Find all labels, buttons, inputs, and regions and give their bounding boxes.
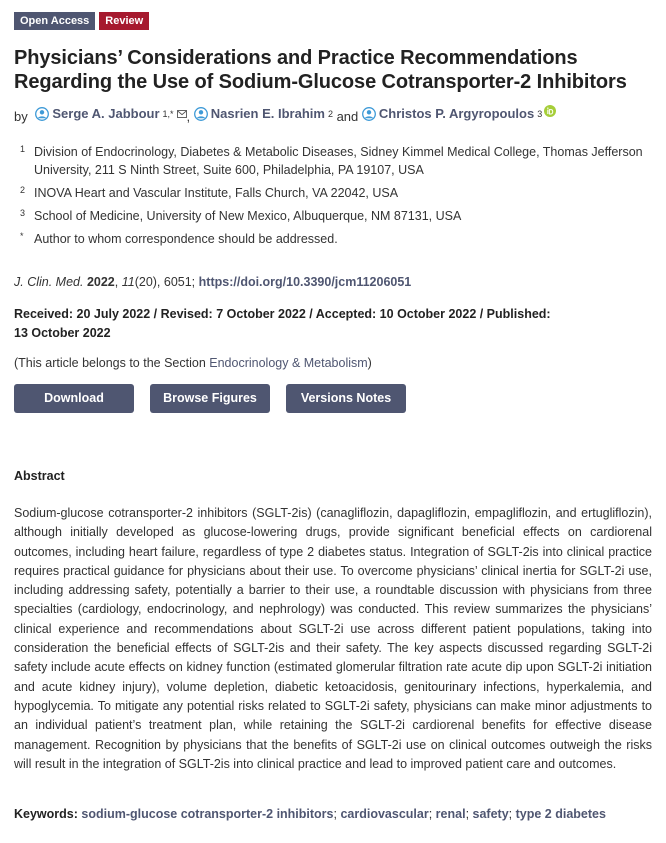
keywords bbox=[14, 807, 606, 821]
browse-figures-button[interactable]: Browse Figures bbox=[150, 384, 270, 413]
review-badge[interactable]: Review bbox=[99, 12, 149, 30]
affiliation-number: 1 bbox=[20, 144, 26, 154]
person-icon bbox=[362, 107, 376, 121]
download-button[interactable]: Download bbox=[14, 384, 134, 413]
affiliation-text: School of Medicine, University of New Mexico, Albuquerque, NM 87131, USA bbox=[34, 209, 462, 223]
citation bbox=[14, 275, 411, 289]
and-separator: and bbox=[336, 109, 359, 124]
keyword-separator: ; bbox=[508, 807, 516, 821]
journal-name: J. Clin. Med. bbox=[14, 275, 84, 289]
author-argyropoulos[interactable]: Christos P. Argyropoulos 3 bbox=[362, 104, 556, 124]
abstract-heading: Abstract bbox=[14, 469, 65, 483]
section-note-prefix: (This article belongs to the Section bbox=[14, 356, 210, 370]
keyword-separator: ; bbox=[465, 807, 473, 821]
keyword-separator: ; bbox=[428, 807, 436, 821]
citation-year: 2022 bbox=[86, 275, 115, 289]
section-note-suffix: ) bbox=[367, 356, 372, 370]
affiliation-item bbox=[20, 207, 650, 225]
orcid-icon[interactable] bbox=[544, 105, 556, 117]
affiliations bbox=[20, 143, 650, 253]
keyword-link[interactable]: renal bbox=[435, 807, 466, 821]
article-title: Physicians’ Considerations and Practice Recommendations Regarding the Use of Sodium-Glucose Cotransporter-2 Inhibitors bbox=[14, 47, 627, 93]
affiliation-text: Division of Endocrinology, Diabetes & Metabolic Diseases, Sidney Kimmel Medical College, Thomas Jefferson University, 211 S Ninth Street, Suite 600, Philadelphia, PA 19107, USA bbox=[34, 145, 643, 177]
author-name[interactable]: Christos P. Argyropoulos bbox=[378, 106, 535, 121]
affiliation-number: 2 bbox=[20, 185, 26, 195]
article-badges bbox=[14, 12, 149, 30]
affiliation-item bbox=[20, 184, 650, 202]
abstract-text: Sodium-glucose cotransporter-2 inhibitors (SGLT-2is) (canagliflozin, dapagliflozin, empagliflozin, and ertugliflozin), although initially developed as glucose-lowering drugs, provide significant beneficial effects on cardiorenal outcomes, including heart failure, regardless of type 2 diabetes status. Integration of SGLT-2is into clinical practice requires practical guidance for physicians about their use. To overcome physicians’ clinical inertia for SGLT-2i use, including addressing safety, potentially a barrier to their use, a roundtable discussion with physicians from three specialties (cardiology, endocrinology, and nephrology) was conducted. This review summarizes the physicians’ clinical experience and recommendations about SGLT-2i use across different patient populations, taking into consideration the beneficial effects of SGLT-2is and their safety. The key aspects discussed regarding SGLT-2i safety include acute effects on kidney function (estimated glomerular filtration rate acute dip upon SGLT-2i initiation and acute kidney injury), volume depletion, diabetic ketoacidosis, genitourinary infections, hyperkalemia, and hypoglycemia. To mitigate any potential risks related to SGLT-2i safety, physicians can make minor adjustments to an individual patient’s treatment plan, while retaining the SGLT-2i cardiorenal benefits for effective disease management. Recognition by physicians that the benefits of SGLT-2i use on clinical outcomes outweigh the risks will result in the integration of SGLT-2is into clinical practice and lead to improved patient care and outcomes. bbox=[14, 506, 652, 771]
comma-separator: , bbox=[114, 275, 122, 289]
citation-volume: 11 bbox=[121, 275, 135, 289]
open-access-badge[interactable]: Open Access bbox=[14, 12, 95, 30]
publication-dates: Received: 20 July 2022 / Revised: 7 October 2022 / Accepted: 10 October 2022 / Published: 13 October 2022 bbox=[14, 307, 551, 340]
action-buttons bbox=[14, 384, 406, 413]
section-note bbox=[14, 356, 372, 370]
versions-notes-button[interactable]: Versions Notes bbox=[286, 384, 406, 413]
affiliation-item bbox=[20, 230, 650, 248]
person-icon bbox=[35, 107, 49, 121]
affiliation-text: INOVA Heart and Vascular Institute, Falls Church, VA 22042, USA bbox=[34, 186, 399, 200]
person-icon bbox=[194, 107, 208, 121]
by-label: by bbox=[14, 109, 28, 124]
affiliation-item bbox=[20, 143, 650, 179]
keyword-link[interactable]: cardiovascular bbox=[340, 807, 429, 821]
affiliation-number: 3 bbox=[20, 208, 26, 218]
comma-separator: , bbox=[186, 109, 191, 124]
citation-issue-pages: (20), 6051; bbox=[134, 275, 196, 289]
author-jabbour[interactable]: Serge A. Jabbour 1,* bbox=[35, 104, 186, 124]
author-name[interactable]: Nasrien E. Ibrahim bbox=[210, 106, 325, 121]
author-name[interactable]: Serge A. Jabbour bbox=[52, 106, 160, 121]
keyword-link[interactable]: type 2 diabetes bbox=[515, 807, 606, 821]
author-ibrahim[interactable]: Nasrien E. Ibrahim 2 bbox=[194, 104, 333, 124]
affiliation-text: Author to whom correspondence should be addressed. bbox=[34, 232, 338, 246]
doi-link[interactable]: https://doi.org/10.3390/jcm11206051 bbox=[198, 275, 412, 289]
mail-icon[interactable] bbox=[177, 110, 187, 118]
section-link[interactable]: Endocrinology & Metabolism bbox=[209, 356, 368, 370]
keywords-label: Keywords: bbox=[14, 807, 78, 821]
keyword-separator: ; bbox=[333, 807, 341, 821]
affiliation-number: * bbox=[20, 231, 24, 241]
author-list bbox=[14, 104, 556, 127]
keyword-link[interactable]: safety bbox=[472, 807, 509, 821]
keyword-link[interactable]: sodium-glucose cotransporter-2 inhibitors bbox=[81, 807, 334, 821]
